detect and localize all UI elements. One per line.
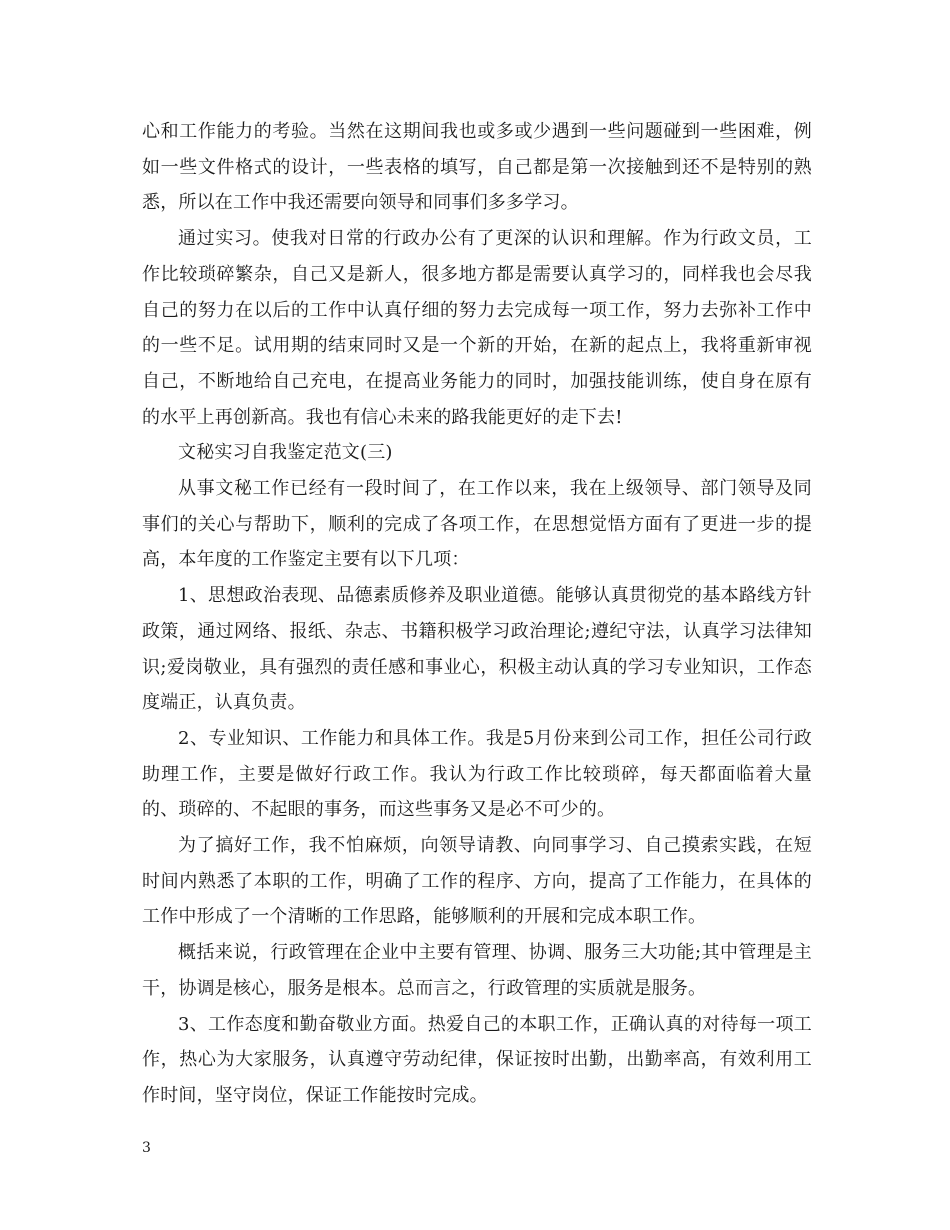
page-number: 3	[142, 1140, 151, 1156]
paragraph-7: 概括来说，行政管理在企业中主要有管理、协调、服务三大功能;其中管理是主干，协调是核心，服务是根本。总而言之，行政管理的实质就是服务。	[142, 942, 812, 999]
paragraph-6: 为了搞好工作，我不怕麻烦，向领导请教、向同事学习、自己摸索实践，在短时间内熟悉了本职的工作，明确了工作的程序、方向，提高了工作能力，在具体的工作中形成了一个清晰的工作思路，能够顺利的开展和完成本职工作。	[142, 835, 812, 928]
paragraph-3: 从事文秘工作已经有一段时间了，在工作以来，我在上级领导、部门领导及同事们的关心与帮助下，顺利的完成了各项工作，在思想觉悟方面有了更进一步的提高，本年度的工作鉴定主要有以下几项：	[142, 478, 812, 571]
paragraph-8: 3、工作态度和勤奋敬业方面。热爱自己的本职工作，正确认真的对待每一项工作，热心为大家服务，认真遵守劳动纪律，保证按时出勤，出勤率高，有效利用工作时间，坚守岗位，保证工作能按时完成。	[142, 1013, 812, 1106]
section-heading: 文秘实习自我鉴定范文(三)	[178, 442, 393, 464]
paragraph-1: 心和工作能力的考验。当然在这期间我也或多或少遇到一些问题碰到一些困难，例如一些文件格式的设计，一些表格的填写，自己都是第一次接触到还不是特别的熟悉，所以在工作中我还需要向领导和同事们多多学习。	[142, 121, 812, 214]
paragraph-2: 通过实习。使我对日常的行政办公有了更深的认识和理解。作为行政文员，工作比较琐碎繁杂，自己又是新人，很多地方都是需要认真学习的，同样我也会尽我自己的努力在以后的工作中认真仔细的努力去完成每一项工作，努力去弥补工作中的一些不足。试用期的结束同时又是一个新的开始，在新的起点上，我将重新审视自己，不断地给自己充电，在提高业务能力的同时，加强技能训练，使自身在原有的水平上再创新高。我也有信心未来的路我能更好的走下去!	[142, 228, 812, 428]
paragraph-5: 2、专业知识、工作能力和具体工作。我是5月份来到公司工作，担任公司行政助理工作，主要是做好行政工作。我认为行政工作比较琐碎，每天都面临着大量的、琐碎的、不起眼的事务，而这些事务又是必不可少的。	[142, 727, 812, 821]
document-body	[142, 114, 812, 1114]
paragraph-4: 1、思想政治表现、品德素质修养及职业道德。能够认真贯彻党的基本路线方针政策，通过网络、报纸、杂志、书籍积极学习政治理论;遵纪守法，认真学习法律知识;爱岗敬业，具有强烈的责任感和事业心，积极主动认真的学习专业知识，工作态度端正，认真负责。	[142, 585, 812, 714]
